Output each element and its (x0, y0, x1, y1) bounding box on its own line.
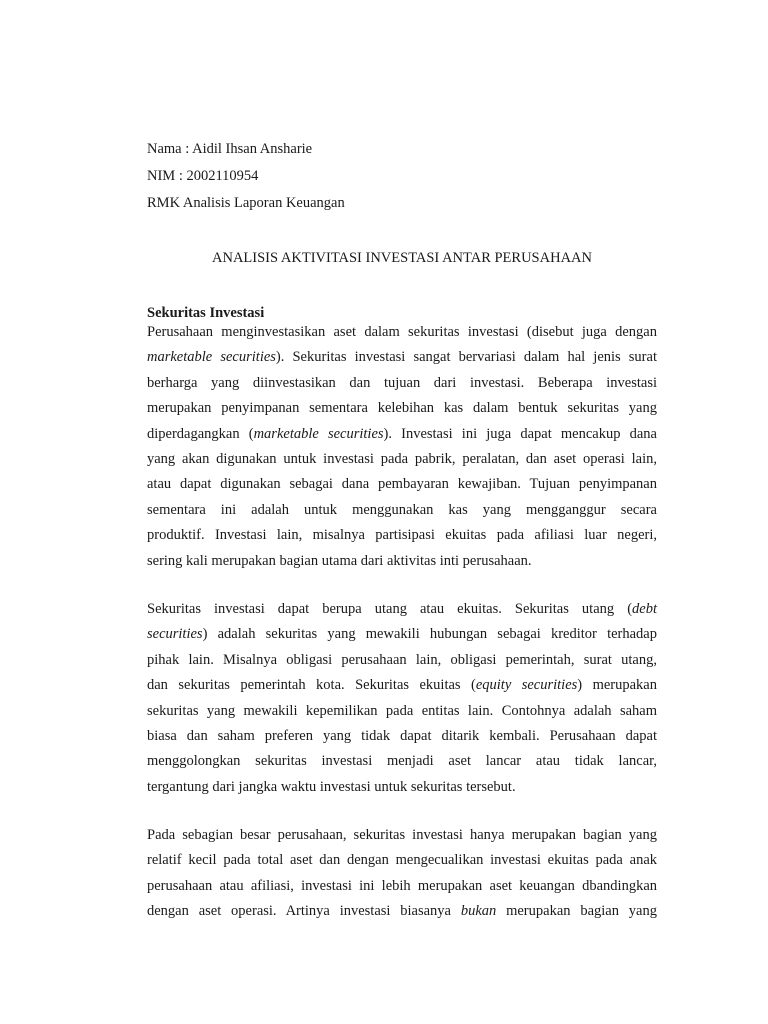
paragraph-line (147, 899, 657, 924)
italic-term: marketable securities (253, 425, 384, 442)
paragraph-line (147, 396, 657, 421)
paragraph-line (147, 498, 657, 523)
paragraph-line (147, 874, 657, 899)
document-title: ANALISIS AKTIVITASI INVESTASI ANTAR PERUSAHAAN (212, 250, 592, 266)
student-info (147, 136, 345, 217)
paragraph-line (147, 749, 657, 774)
paragraph-3 (147, 823, 657, 925)
text-run: ). Investasi ini juga dapat mencakup dana (383, 425, 657, 442)
italic-term: debt (632, 601, 657, 617)
text-run: Pada sebagian besar perusahaan, sekuritas investasi hanya merupakan bagian yang (147, 827, 657, 843)
paragraph-1 (147, 320, 657, 574)
paragraph-line (147, 422, 657, 447)
text-run: diperdagangkan ( (147, 425, 254, 442)
paragraph-line (147, 775, 657, 800)
student-nim: NIM : 2002110954 (147, 168, 259, 184)
paragraph-line (147, 622, 657, 647)
text-run: berharga yang diinvestasikan dan tujuan dari investasi. Beberapa investasi (147, 374, 657, 391)
paragraph-line (147, 724, 657, 749)
italic-term: securities (147, 626, 203, 643)
paragraph-line (147, 447, 657, 472)
text-run: merupakan bagian yang (496, 903, 657, 920)
text-run: dengan aset operasi. Artinya investasi biasanya (147, 903, 461, 920)
paragraph-line (147, 673, 657, 698)
italic-term: equity securities (475, 677, 578, 694)
paragraph-line (147, 345, 657, 370)
paragraph-line (147, 549, 657, 574)
student-name: Nama : Aidil Ihsan Ansharie (147, 141, 313, 157)
text-run: merupakan penyimpanan sementara kelebihan kas dalam bentuk sekuritas yang (147, 400, 657, 417)
paragraph-line (147, 823, 657, 848)
text-run: Sekuritas investasi dapat berupa utang atau ekuitas. Sekuritas utang ( (147, 601, 633, 617)
paragraph-2 (147, 597, 657, 800)
text-run: pihak lain. Misalnya obligasi perusahaan lain, obligasi pemerintah, surat utang, (147, 651, 657, 668)
text-run: ) merupakan (577, 677, 657, 694)
text-run: perusahaan atau afiliasi, investasi ini lebih merupakan aset keuangan dbandingkan (147, 877, 657, 894)
text-run: sering kali merupakan bagian utama dari aktivitas inti perusahaan. (147, 552, 532, 569)
text-run: menggolongkan sekuritas investasi menjadi aset lancar atau tidak lancar, (147, 753, 657, 770)
italic-term: marketable securities (147, 349, 276, 366)
text-run: biasa dan saham preferen yang tidak dapat ditarik kembali. Perusahaan dapat (147, 727, 657, 744)
section-heading: Sekuritas Investasi (147, 305, 265, 321)
paragraph-line (147, 320, 657, 345)
italic-term: bukan (460, 903, 497, 920)
paragraph-line (147, 648, 657, 673)
text-run: atau dapat digunakan sebagai dana pembayaran kewajiban. Tujuan penyimpanan (147, 476, 657, 493)
paragraph-line (147, 848, 657, 873)
text-run: Perusahaan menginvestasikan aset dalam sekuritas investasi (disebut juga dengan (147, 324, 657, 340)
text-run: dan sekuritas pemerintah kota. Sekuritas ekuitas ( (147, 677, 476, 694)
paragraph-line (147, 472, 657, 497)
text-run: tergantung dari jangka waktu investasi untuk sekuritas tersebut. (147, 778, 516, 795)
paragraph-line (147, 699, 657, 724)
course-name: RMK Analisis Laporan Keuangan (147, 195, 345, 211)
paragraph-line (147, 597, 657, 622)
text-run: produktif. Investasi lain, misalnya partisipasi ekuitas pada afiliasi luar negeri, (147, 527, 657, 544)
text-run: yang akan digunakan untuk investasi pada pabrik, peralatan, dan aset operasi lain, (147, 450, 657, 467)
paragraph-line (147, 371, 657, 396)
text-run: sementara ini adalah untuk menggunakan kas yang mengganggur secara (147, 501, 657, 518)
text-run: relatif kecil pada total aset dan dengan mengecualikan investasi ekuitas pada anak (147, 852, 657, 869)
text-run: ) adalah sekuritas yang mewakili hubungan sebagai kreditor terhadap (202, 626, 657, 643)
text-run: sekuritas yang mewakili kepemilikan pada entitas lain. Contohnya adalah saham (147, 702, 657, 719)
paragraph-line (147, 523, 657, 548)
text-run: ). Sekuritas investasi sangat bervariasi dalam hal jenis surat (275, 349, 657, 366)
